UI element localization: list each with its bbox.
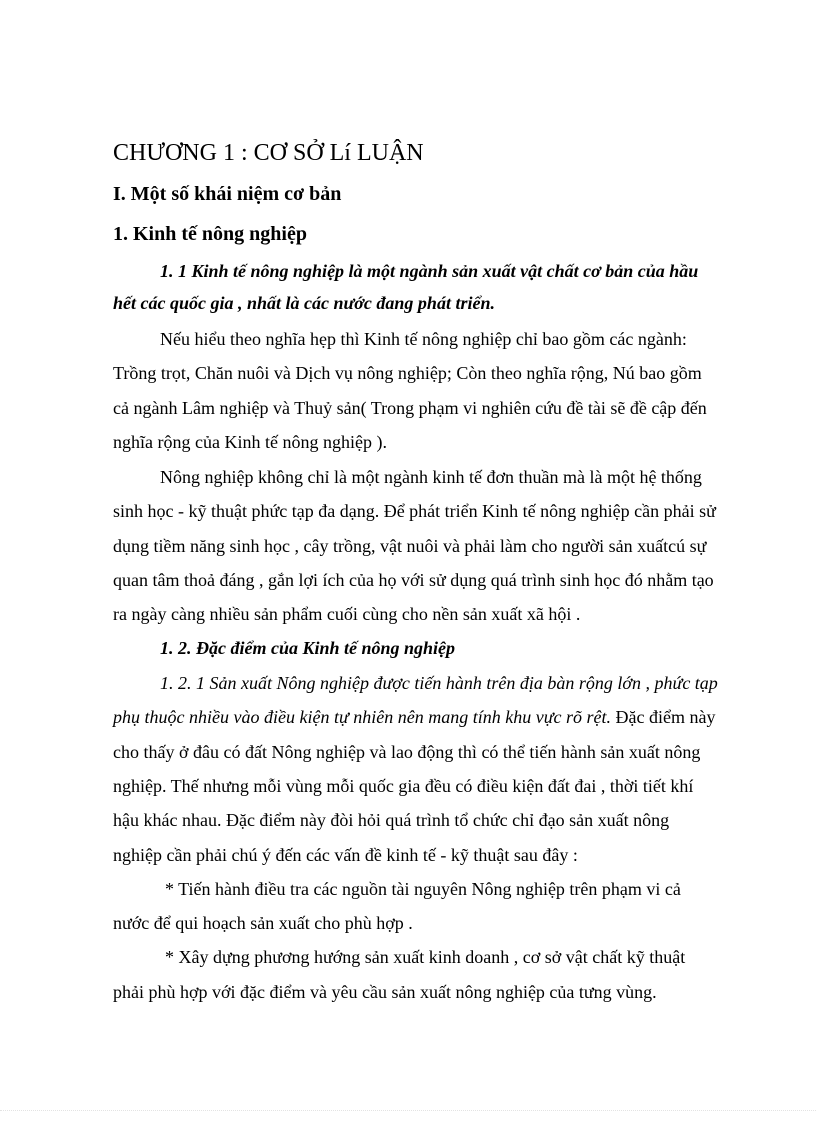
paragraph-line — [160, 671, 718, 695]
paragraph-line: dụng tiềm năng sinh học , cây trồng, vật nuôi và phải làm cho người sản xuấtcú sự — [113, 536, 707, 556]
paragraph-line: Nông nghiệp không chỉ là một ngành kinh tế đơn thuần mà là một hệ thống — [160, 467, 702, 487]
bullet-line: nước để qui hoạch sản xuất cho phù hợp . — [113, 913, 413, 933]
paragraph-line: quan tâm thoả đáng , gắn lợi ích của họ với sử dụng quá trình sinh học đó nhằm tạo — [113, 570, 714, 590]
italic-text: 1. 2. 1 Sản xuất Nông nghiệp được tiến hành trên địa bàn rộng lớn , phức tạp — [160, 673, 718, 693]
item-1-1-line: hết các quốc gia , nhất là các nước đang phát triển. — [113, 293, 495, 313]
bullet-line: * Tiến hành điều tra các nguồn tài nguyên Nông nghiệp trên phạm vi cả — [165, 879, 681, 899]
paragraph-line: sinh học - kỹ thuật phức tạp đa dạng. Để phát triển Kinh tế nông nghiệp cần phải sử — [113, 501, 716, 521]
page-bottom-divider — [0, 1110, 816, 1111]
item-1-2-title: 1. 2. Đặc điểm của Kinh tế nông nghiệp — [160, 638, 456, 658]
paragraph-line: nghiệp cần phải chú ý đến các vấn đề kinh tế - kỹ thuật sau đây : — [113, 845, 578, 865]
bullet-line: phải phù hợp với đặc điểm và yêu cầu sản xuất nông nghiệp của tưng vùng. — [113, 982, 657, 1002]
italic-text: phụ thuộc nhiều vào điều kiện tự nhiên nên mang tính khu vực rõ rệt. — [113, 707, 612, 727]
item-1-1-line: 1. 1 Kinh tế nông nghiệp là một ngành sản xuất vật chất cơ bản của hầu — [160, 261, 699, 281]
chapter-title: CHƯƠNG 1 : CƠ SỞ Lí LUẬN — [113, 140, 424, 166]
paragraph-line: hậu khác nhau. Đặc điểm này đòi hỏi quá trình tổ chức chỉ đạo sản xuất nông — [113, 810, 670, 830]
paragraph-line: nghĩa rộng của Kinh tế nông nghiệp ). — [113, 432, 387, 452]
paragraph-text: Đặc điểm này — [611, 707, 716, 727]
paragraph-line — [113, 705, 716, 729]
section-title: I. Một số khái niệm cơ bản — [113, 183, 342, 205]
paragraph-line: cả ngành Lâm nghiệp và Thuỷ sản( Trong phạm vi nghiên cứu đề tài sẽ đề cập đến — [113, 398, 707, 418]
paragraph-line: ra ngày càng nhiều sản phẩm cuối cùng cho nền sản xuất xã hội . — [113, 604, 581, 624]
paragraph-line: cho thấy ở đâu có đất Nông nghiệp và lao động thì có thể tiến hành sản xuất nông — [113, 742, 701, 762]
paragraph-line: nghiệp. Thế nhưng mỗi vùng mỗi quốc gia đều có điều kiện đất đai , thời tiết khí — [113, 776, 694, 796]
paragraph-line: Trồng trọt, Chăn nuôi và Dịch vụ nông nghiệp; Còn theo nghĩa rộng, Nú bao gồm — [113, 363, 702, 383]
paragraph-line: Nếu hiểu theo nghĩa hẹp thì Kinh tế nông nghiệp chỉ bao gồm các ngành: — [160, 329, 687, 349]
bullet-line: * Xây dựng phương hướng sản xuất kinh doanh , cơ sở vật chất kỹ thuật — [165, 947, 686, 967]
subsection-title: 1. Kinh tế nông nghiệp — [113, 223, 307, 245]
